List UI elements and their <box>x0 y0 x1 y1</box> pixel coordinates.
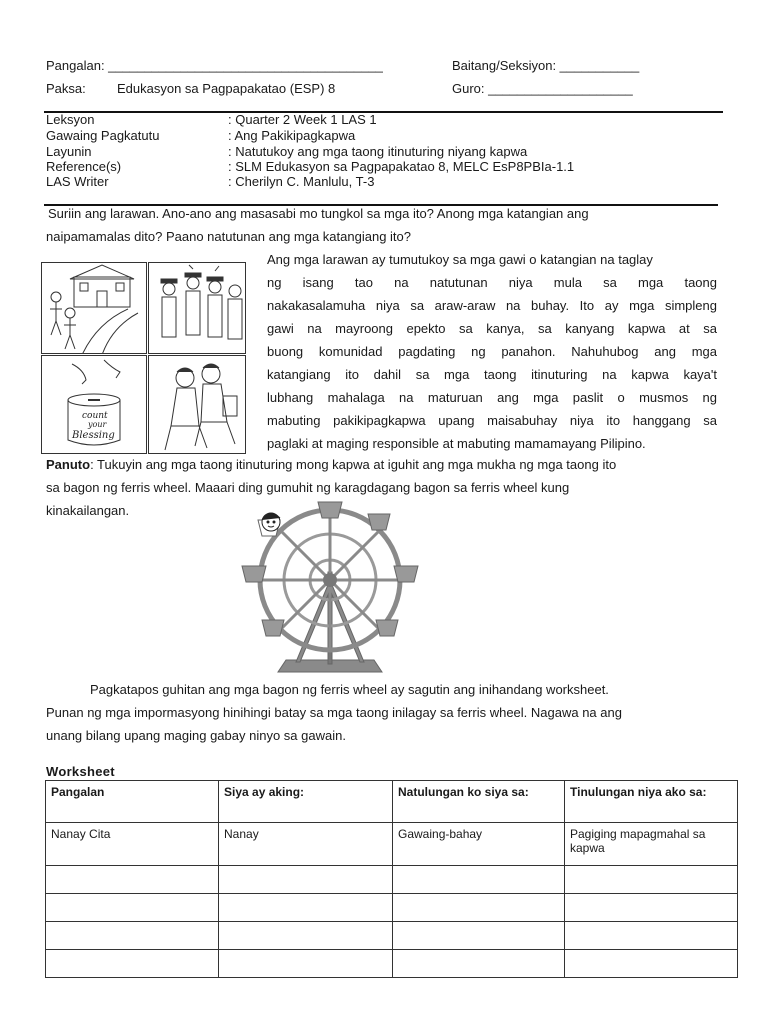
column-header: Natulungan ko siya sa: <box>393 781 565 823</box>
table-cell[interactable] <box>565 950 738 978</box>
description-line-7: lubhang mahalaga na maturuan ang mga paslit o musmos ng <box>267 390 717 405</box>
column-header: Tinulungan niya ako sa: <box>565 781 738 823</box>
table-cell[interactable] <box>219 922 393 950</box>
school-children-image <box>41 262 147 354</box>
subject-label: Paksa: <box>46 81 86 96</box>
graduates-image <box>148 262 246 354</box>
count-blessings-jar-image <box>41 355 147 454</box>
table-cell[interactable] <box>46 866 219 894</box>
meta-label: Gawaing Pagkatutu <box>46 128 160 143</box>
description-line-2: ng isang tao na natutunan niya mula sa mga taong <box>267 275 717 290</box>
instructions-line-2: sa bagon ng ferris wheel. Maaari ding gumuhit ng karagdagang bagon sa ferris wheel kung <box>46 480 570 495</box>
table-cell[interactable]: Gawaing-bahay <box>393 823 565 866</box>
intro-line-2: naipamamalas dito? Paano natutunan ang mga katangiang ito? <box>46 229 411 244</box>
instructions-text: : Tukuyin ang mga taong itinuturing mong kapwa at iguhit ang mga mukha ng mga taong ito <box>90 457 617 472</box>
jar-label-blessing: Blessing <box>72 430 115 441</box>
worksheet-table <box>45 780 738 978</box>
table-row <box>46 922 738 950</box>
column-header: Pangalan <box>46 781 219 823</box>
jar-label-your: your <box>88 420 107 429</box>
meta-label: LAS Writer <box>46 174 109 189</box>
meta-value: : Quarter 2 Week 1 LAS 1 <box>228 112 377 127</box>
instructions-label: Panuto <box>46 457 91 472</box>
description-line-3: nakakasalamuha niya sa araw-araw na buhay. Ito ay mga simpleng <box>267 298 717 313</box>
meta-label: Leksyon <box>46 112 95 127</box>
meta-value: : Natutukoy ang mga taong itinuturing niyang kapwa <box>228 144 528 159</box>
subject-value: Edukasyon sa Pagpapakatao (ESP) 8 <box>117 81 336 96</box>
teacher-label: Guro: ____________________ <box>452 81 633 96</box>
description-line-5: buong komunidad pagdating ng panahon. Nahuhubog ang mga <box>267 344 717 359</box>
table-cell[interactable] <box>219 894 393 922</box>
table-cell[interactable] <box>565 922 738 950</box>
table-cell[interactable] <box>219 950 393 978</box>
table-header-row <box>46 781 738 823</box>
column-header: Siya ay aking: <box>219 781 393 823</box>
table-cell[interactable] <box>393 894 565 922</box>
helping-friend-image <box>148 355 246 454</box>
meta-value: : Ang Pakikipagkapwa <box>228 128 356 143</box>
table-row <box>46 823 738 866</box>
meta-value: : SLM Edukasyon sa Pagpapakatao 8, MELC EsP8PBIa-1.1 <box>228 159 575 174</box>
meta-label: Reference(s) <box>46 159 122 174</box>
description-line-8: mabuting pakikipagkapwa upang maisabuhay niya ito hanggang sa <box>267 413 717 428</box>
table-cell[interactable] <box>46 922 219 950</box>
table-row <box>46 894 738 922</box>
description-line-4: gawi na mayroong epekto sa kanya, sa kanyang kapwa at sa <box>267 321 717 336</box>
table-row <box>46 866 738 894</box>
table-cell[interactable] <box>219 866 393 894</box>
grade-section-label: Baitang/Seksiyon: ___________ <box>452 58 640 73</box>
description-line-9: paglaki at maging responsible at mabuting mamamayang Pilipino. <box>267 436 646 451</box>
table-cell[interactable] <box>565 894 738 922</box>
table-cell[interactable] <box>565 866 738 894</box>
meta-label: Layunin <box>46 144 92 159</box>
table-cell[interactable] <box>46 894 219 922</box>
illustration-grid <box>41 262 259 454</box>
after-line-2: Punan ng mga impormasyong hinihingi batay sa mga taong inilagay sa ferris wheel. Nagawa na ang <box>46 705 622 720</box>
meta-value: : Cherilyn C. Manlulu, T-3 <box>228 174 375 189</box>
table-cell[interactable]: Nanay Cita <box>46 823 219 866</box>
table-cell[interactable] <box>393 866 565 894</box>
table-cell[interactable]: Pagiging mapagmahal sa kapwa <box>565 823 738 866</box>
after-line-3: unang bilang upang maging gabay ninyo sa gawain. <box>46 728 346 743</box>
table-cell[interactable] <box>46 950 219 978</box>
table-cell[interactable]: Nanay <box>219 823 393 866</box>
table-cell[interactable] <box>393 922 565 950</box>
table-cell[interactable] <box>393 950 565 978</box>
worksheet-title: Worksheet <box>46 764 115 779</box>
instructions-line-1 <box>46 453 616 476</box>
description-line-6: katangiang ito dahil sa mga taong itinuturing na kapwa kaya't <box>267 367 717 382</box>
instructions-line-3: kinakailangan. <box>46 503 130 518</box>
description-line-1: Ang mga larawan ay tumutukoy sa mga gawi o katangian na taglay <box>267 252 653 267</box>
table-row <box>46 950 738 978</box>
jar-label-count: count <box>82 411 108 421</box>
after-line-1: Pagkatapos guhitan ang mga bagon ng ferris wheel ay sagutin ang inihandang worksheet. <box>90 682 609 697</box>
intro-line-1: Suriin ang larawan. Ano-ano ang masasabi mo tungkol sa mga ito? Anong mga katangian ang <box>48 206 589 221</box>
ferris-wheel-image <box>200 500 460 676</box>
name-field-label: Pangalan: ______________________________________ <box>46 58 383 73</box>
